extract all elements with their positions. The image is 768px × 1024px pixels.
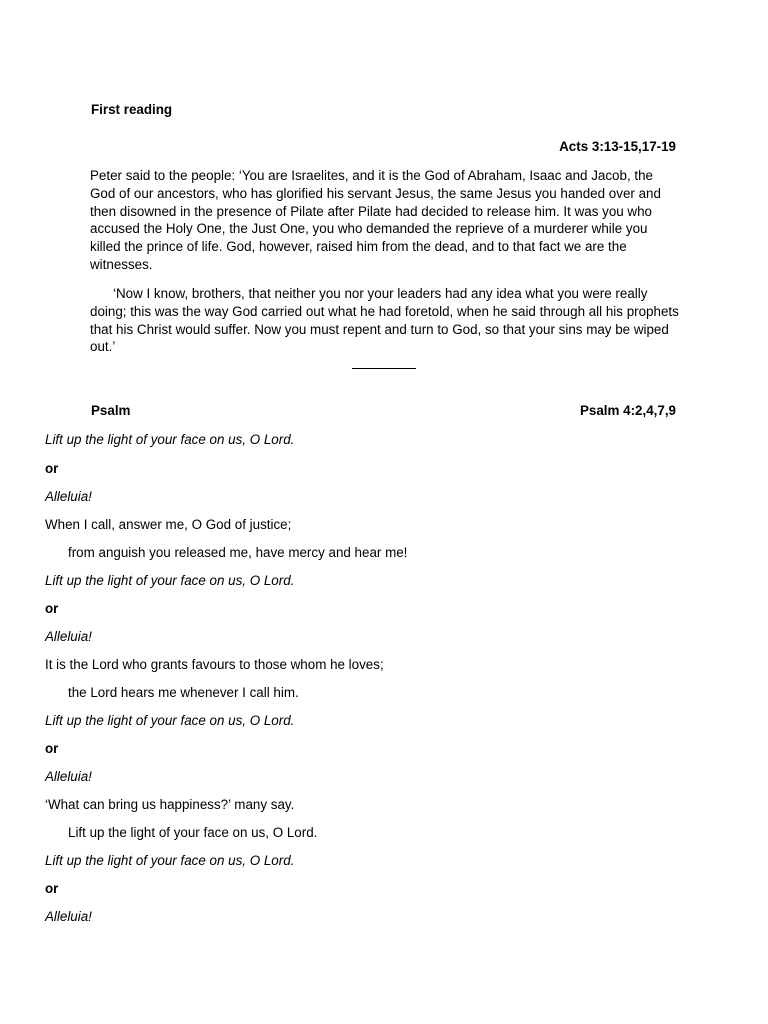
psalm-verse-line: ‘What can bring us happiness?’ many say. [45,797,295,812]
psalm-response: Alleluia! [45,629,92,644]
first-reading-reference: Acts 3:13-15,17-19 [559,139,676,154]
psalm-verse-line: It is the Lord who grants favours to those whom he loves; [45,657,384,672]
psalm-or: or [45,741,59,756]
psalm-title: Psalm [91,403,131,418]
psalm-response: Alleluia! [45,909,92,924]
psalm-response: Lift up the light of your face on us, O Lord. [45,573,295,588]
psalm-response: Alleluia! [45,489,92,504]
section-divider [352,368,416,369]
psalm-or: or [45,461,59,476]
psalm-verse-line: Lift up the light of your face on us, O Lord. [68,825,318,840]
first-reading-title: First reading [91,102,173,117]
reading-paragraph: Peter said to the people: ‘You are Israelites, and it is the God of Abraham, Isaac and Jacob, the God of our ancestors, who has glorified his servant Jesus, the same Jesus you handed over and then disowned in the presence of Pilate after Pilate had decided to release him. It was you who accused the Holy One, the Just One, you who demanded the reprieve of a murderer while you killed the prince of life. God, however, raised him from the dead, and to that fact we are the witnesses. [90,168,661,272]
psalm-response: Alleluia! [45,769,92,784]
psalm-response: Lift up the light of your face on us, O Lord. [45,432,295,447]
psalm-verse-line: the Lord hears me whenever I call him. [68,685,299,700]
psalm-verse-line: from anguish you released me, have mercy and hear me! [68,545,408,560]
psalm-verse-line: When I call, answer me, O God of justice; [45,517,292,532]
psalm-response: Lift up the light of your face on us, O Lord. [45,853,295,868]
reading-paragraph: ‘Now I know, brothers, that neither you nor your leaders had any idea what you were really doing; this was the way God carried out what he had foretold, when he said through all his prophets that his Christ would suffer. Now you must repent and turn to God, so that your sins may be wiped out.’ [90,286,679,355]
psalm-or: or [45,601,59,616]
psalm-or: or [45,881,59,896]
psalm-reference: Psalm 4:2,4,7,9 [579,403,676,418]
psalm-response: Lift up the light of your face on us, O Lord. [45,713,295,728]
